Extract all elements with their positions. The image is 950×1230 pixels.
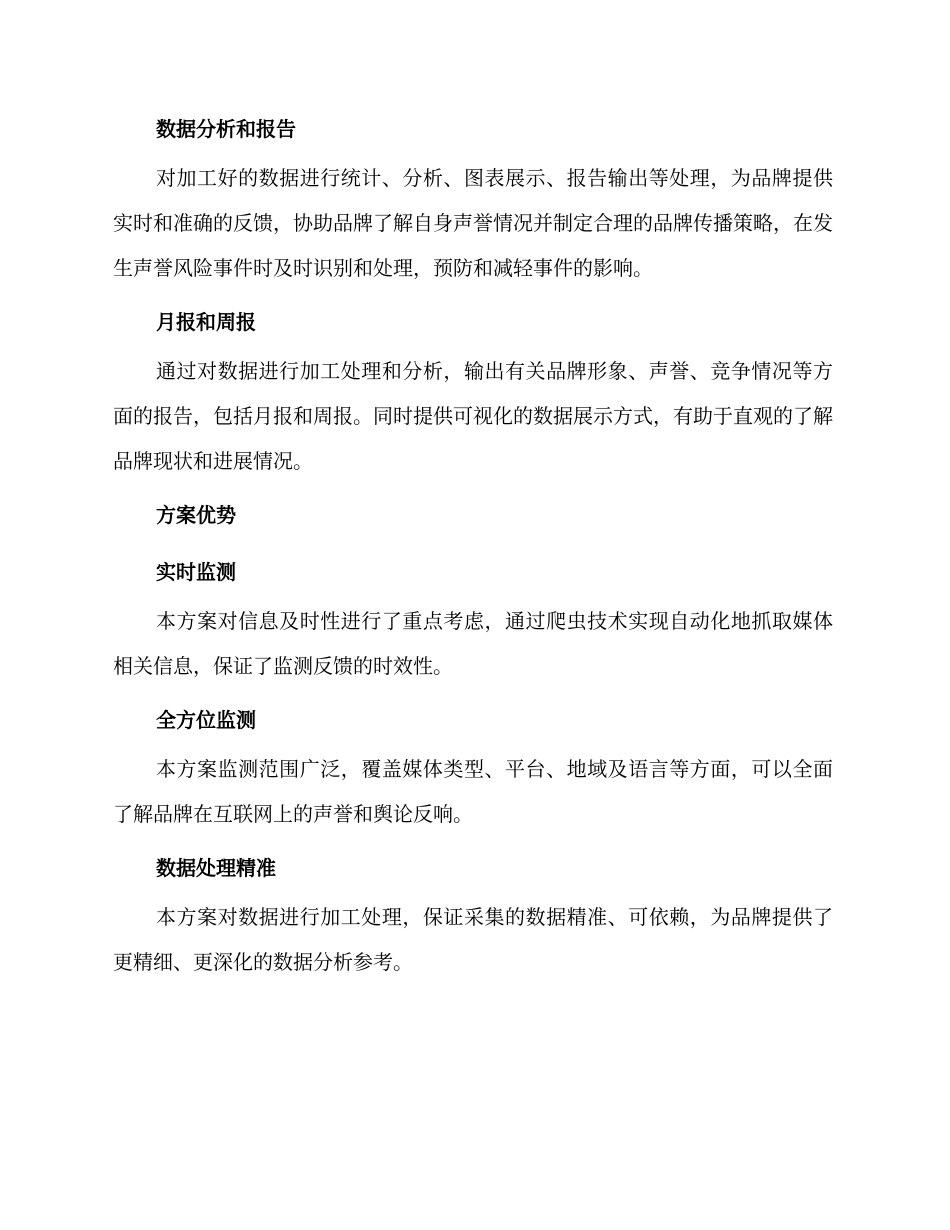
section-heading-data-analysis: 数据分析和报告: [156, 117, 296, 141]
section-paragraph-realtime: 本方案对信息及时性进行了重点考虑，通过爬虫技术实现自动化地抓取媒体相关信息，保证了监测反馈的时效性。: [113, 609, 833, 678]
document-body: [113, 113, 833, 985]
section-heading-precision: 数据处理精准: [156, 856, 276, 880]
section-paragraph-data-analysis: 对加工好的数据进行统计、分析、图表展示、报告输出等处理，为品牌提供实时和准确的反馈，协助品牌了解自身声誉情况并制定合理的品牌传播策略，在发生声誉风险事件时及时识别和处理，预防和减轻事件的影响。: [113, 166, 833, 280]
section-heading-realtime: 实时监测: [156, 560, 236, 584]
section-paragraph-precision: 本方案对数据进行加工处理，保证采集的数据精准、可依赖，为品牌提供了更精细、更深化的数据分析参考。: [113, 905, 833, 974]
section-paragraph-reports: 通过对数据进行加工处理和分析，输出有关品牌形象、声誉、竞争情况等方面的报告，包括月报和周报。同时提供可视化的数据展示方式，有助于直观的了解品牌现状和进展情况。: [113, 359, 833, 473]
section-paragraph-comprehensive: 本方案监测范围广泛，覆盖媒体类型、平台、地域及语言等方面，可以全面了解品牌在互联网上的声誉和舆论反响。: [113, 757, 833, 826]
section-heading-comprehensive: 全方位监测: [156, 708, 256, 732]
section-heading-reports: 月报和周报: [156, 310, 256, 334]
section-heading-advantages: 方案优势: [156, 503, 236, 527]
